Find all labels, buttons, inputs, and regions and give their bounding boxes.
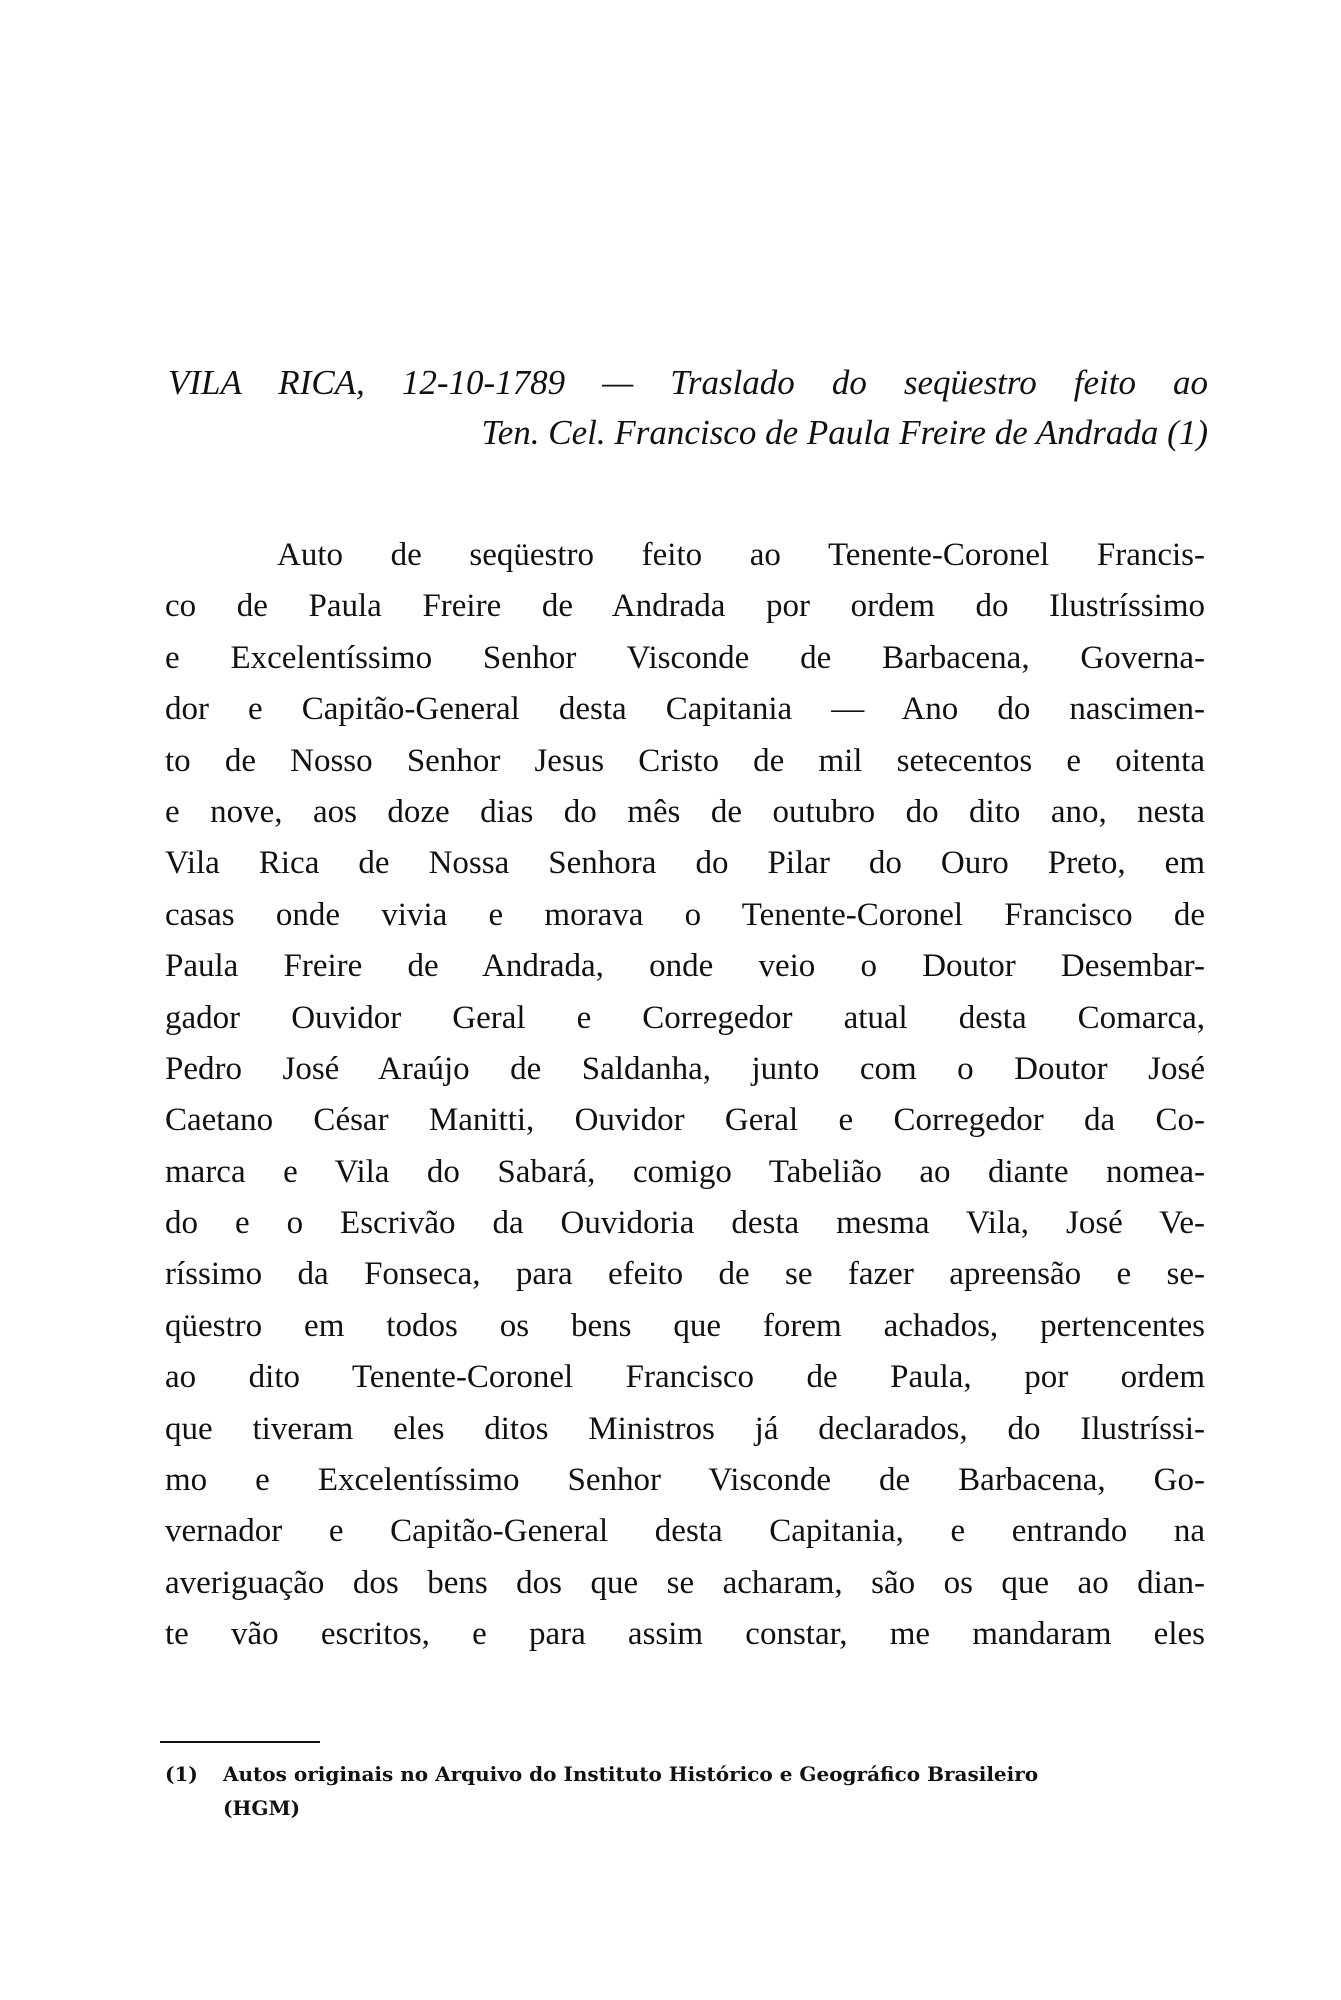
body-line: e nove, aos doze dias do mês de outubro do dito ano, nesta (165, 793, 1205, 830)
body-line: vernador e Capitão-General desta Capitania, e entrando na (165, 1513, 1205, 1550)
footnote-continuation: (HGM) (223, 1796, 301, 1820)
body-line: que tiveram eles ditos Ministros já declarados, do Ilustríssi- (165, 1410, 1205, 1447)
footnote-divider (160, 1741, 320, 1743)
body-line: te vão escritos, e para assim constar, me mandaram eles (165, 1616, 1205, 1653)
footnote (165, 1762, 1205, 1786)
body-line: Vila Rica de Nossa Senhora do Pilar do Ouro Preto, em (165, 845, 1205, 882)
body-line: ao dito Tenente-Coronel Francisco de Paula, por ordem (165, 1359, 1205, 1396)
body-line: mo e Excelentíssimo Senhor Visconde de Barbacena, Go- (165, 1462, 1205, 1499)
document-body (165, 530, 1205, 1661)
body-line: Pedro José Araújo de Saldanha, junto com o Doutor José (165, 1050, 1205, 1087)
footnote-number: (1) (165, 1762, 198, 1786)
body-line: Auto de seqüestro feito ao Tenente-Coronel Francis- (277, 537, 1205, 573)
document-heading-line-2: Ten. Cel. Francisco de Paula Freire de Andrada (1) (481, 413, 1208, 452)
body-line: gador Ouvidor Geral e Corregedor atual desta Comarca, (165, 999, 1205, 1036)
body-line: e Excelentíssimo Senhor Visconde de Barbacena, Governa- (165, 639, 1205, 676)
body-line: Caetano César Manitti, Ouvidor Geral e Corregedor da Co- (165, 1102, 1205, 1139)
body-line: to de Nosso Senhor Jesus Cristo de mil setecentos e oitenta (165, 742, 1205, 779)
body-line: casas onde vivia e morava o Tenente-Coronel Francisco de (165, 896, 1205, 933)
body-line: marca e Vila do Sabará, comigo Tabelião ao diante nomea- (165, 1153, 1205, 1190)
body-line: averiguação dos bens dos que se acharam, são os que ao dian- (165, 1564, 1205, 1601)
body-line: ríssimo da Fonseca, para efeito de se fazer apreensão e se- (165, 1256, 1205, 1293)
body-line: qüestro em todos os bens que forem achados, pertencentes (165, 1307, 1205, 1344)
body-line: do e o Escrivão da Ouvidoria desta mesma Vila, José Ve- (165, 1205, 1205, 1242)
body-line: Paula Freire de Andrada, onde veio o Doutor Desembar- (165, 948, 1205, 985)
footnote-text: Autos originais no Arquivo do Instituto Histórico e Geográfico Brasileiro (223, 1762, 1039, 1786)
body-line: dor e Capitão-General desta Capitania — Ano do nascimen- (165, 691, 1205, 728)
document-heading-line-1: VILA RICA, 12-10-1789 — Traslado do seqüestro feito ao (168, 363, 1208, 402)
body-line: co de Paula Freire de Andrada por ordem do Ilustríssimo (165, 588, 1205, 625)
